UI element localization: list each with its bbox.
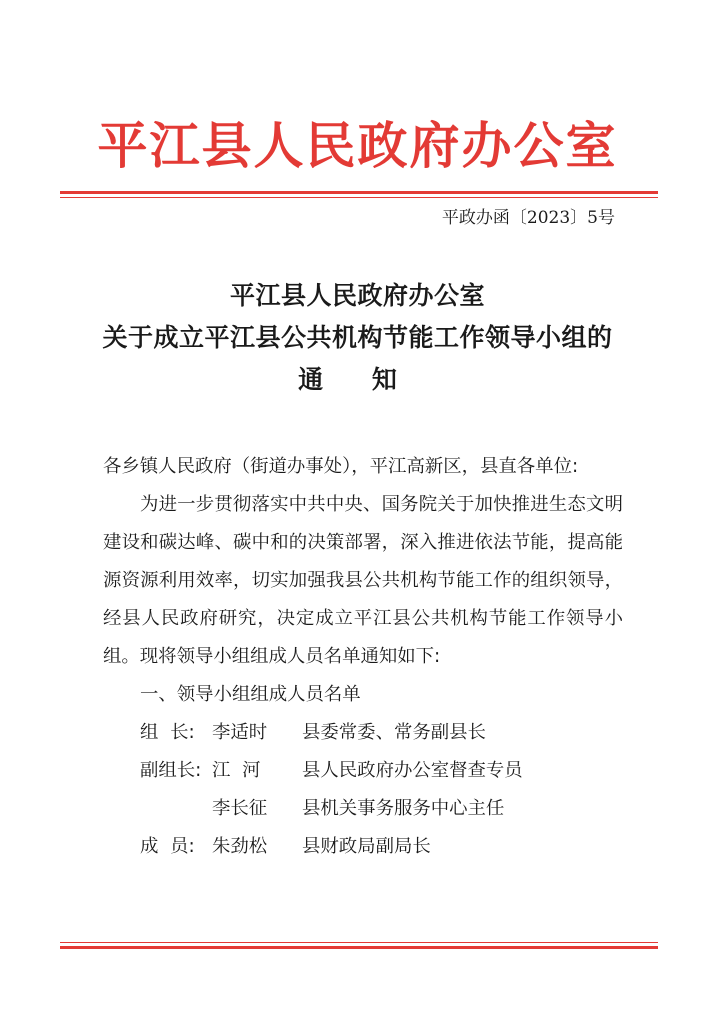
member-title: 县人民政府办公室督查专员: [302, 760, 523, 781]
document-number: 平政办函〔2023〕5号: [441, 208, 615, 228]
member-role: 副组长:: [140, 760, 202, 781]
masthead-rule-thin: [60, 197, 658, 198]
member-row: [103, 790, 623, 828]
member-row: [103, 828, 623, 866]
masthead-title: 平江县人民政府办公室: [97, 116, 618, 175]
body-paragraph: 为进一步贯彻落实中共中央、国务院关于加快推进生态文明建设和碳达峰、碳中和的决策部署，深入推进依法节能，提高能源资源利用效率，切实加强我县公共机构节能工作的组织领导，经县人民政府研究，决定成立平江县公共机构节能工作领导小组。现将领导小组组成人员名单通知如下:: [103, 494, 623, 667]
section-heading: 一、领导小组组成人员名单: [140, 684, 361, 705]
footer-rule-thick: [60, 946, 658, 949]
member-name: 江 河: [212, 760, 261, 781]
member-role: 成 员:: [140, 836, 195, 857]
member-title: 县委常委、常务副县长: [302, 722, 486, 743]
member-name: 朱劲松: [212, 836, 268, 857]
member-name: 李适时: [212, 722, 268, 743]
document-title: [0, 275, 715, 401]
salutation: 各乡镇人民政府（街道办事处），平江高新区，县直各单位:: [103, 456, 579, 477]
title-line-3: 通 知: [298, 365, 417, 394]
masthead-rule-thick: [60, 191, 658, 194]
member-role: 组 长:: [140, 722, 195, 743]
document-body: [103, 448, 623, 866]
title-line-1: 平江县人民政府办公室: [229, 281, 485, 310]
member-title: 县财政局副局长: [302, 836, 431, 857]
member-name: 李长征: [212, 798, 268, 819]
member-row: [103, 714, 623, 752]
footer-rule-thin: [60, 942, 658, 943]
member-row: [103, 752, 623, 790]
title-line-2: 关于成立平江县公共机构节能工作领导小组的: [102, 323, 613, 352]
member-title: 县机关事务服务中心主任: [302, 798, 505, 819]
